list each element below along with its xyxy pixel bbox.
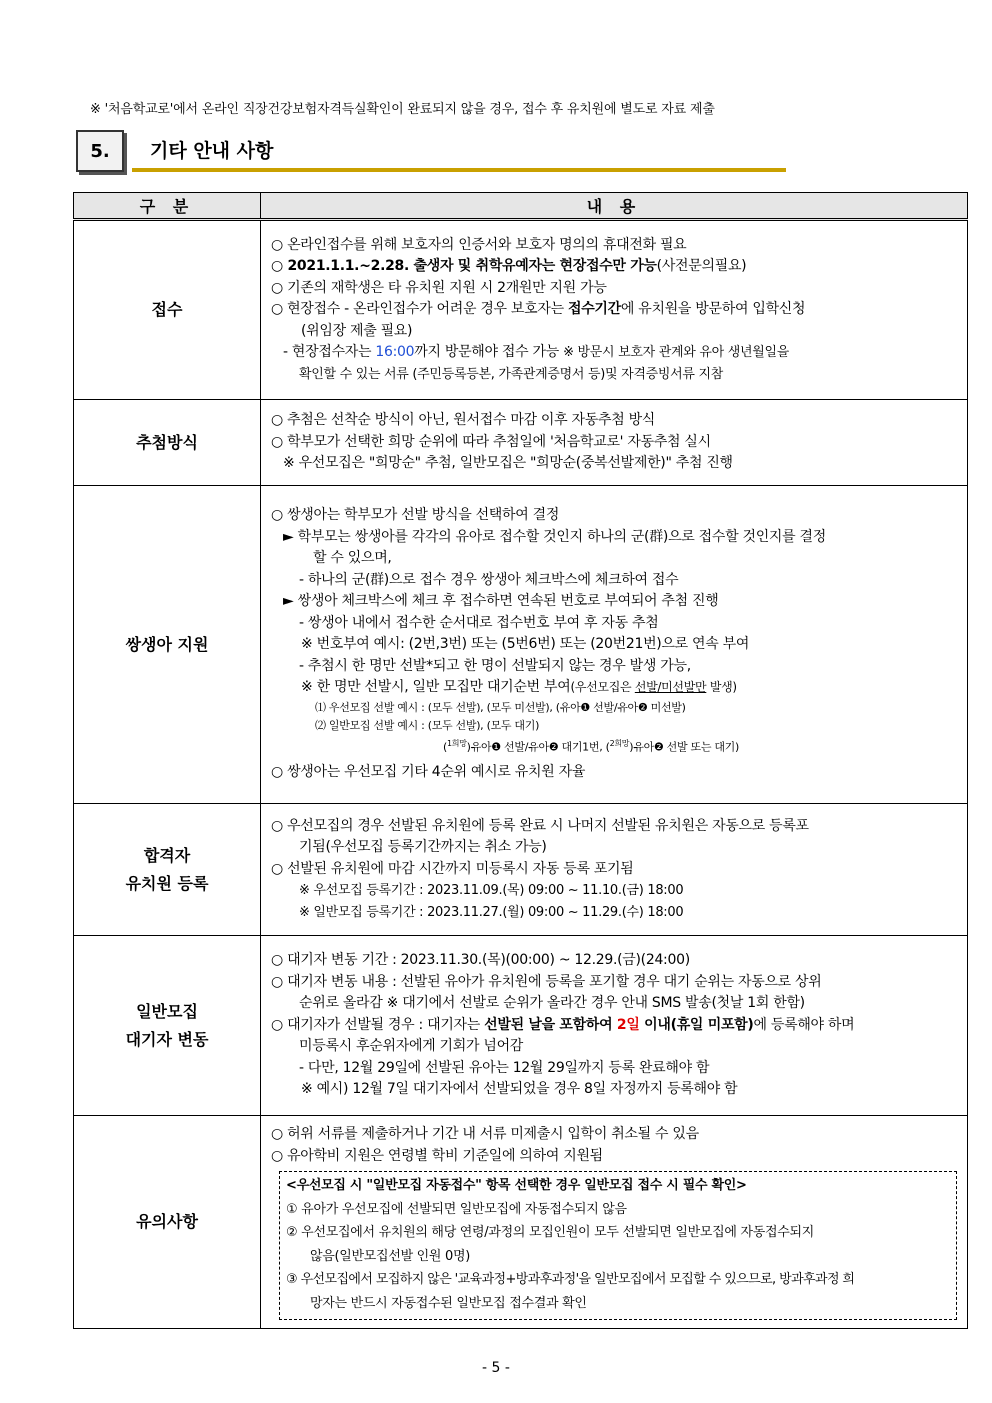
caution-box-item-3: ③ 우선모집에서 모집하지 않은 '교육과정+방과후과정'을 일반모집에서 모집할 수 있으므로, 방과후과정 희	[286, 1272, 855, 1287]
reception-line-6: - 현장접수자는 16:00까지 방문해야 접수 가능 ※ 방문시 보호자 관계와 유아 생년월일을	[283, 344, 789, 361]
reception-line-4: ○ 현장접수 - 온라인접수가 어려운 경우 보호자는 접수기간에 유치원을 방문하여 입학신청	[271, 301, 806, 318]
reception-line-1: ○ 온라인접수를 위해 보호자의 인증서와 보호자 명의의 휴대전화 필요	[271, 236, 687, 253]
category-twins: 쌍생아 지원	[74, 486, 261, 804]
caution-line-2: ○ 유아학비 지원은 연령별 학비 기준일에 의하여 지원됨	[271, 1147, 603, 1164]
twins-line-7: ※ 번호부여 예시: (2번,3번) 또는 (5번6번) 또는 (20번21번)으로 연속 부여	[301, 636, 750, 653]
content-caution	[261, 1116, 968, 1329]
waitlist-line-7: ※ 예시) 12월 7일 대기자에서 선발되었을 경우 8일 자정까지 등록해야 함	[301, 1081, 738, 1098]
reception-line-5: (위임장 제출 필요)	[301, 322, 413, 339]
caution-box-title: <우선모집 시 "일반모집 자동접수" 항목 선택한 경우 일반모집 접수 시 필수 확인>	[286, 1178, 747, 1193]
category-registration: 합격자 유치원 등록	[74, 804, 261, 936]
registration-line-5: ※ 일반모집 등록기간 : 2023.11.27.(월) 09:00 ~ 11.29.(수) 18:00	[299, 904, 684, 920]
registration-line-3: ○ 선발된 유치원에 마감 시간까지 미등록시 자동 등록 포기됨	[271, 860, 634, 877]
twins-line-11: ⑵ 일반모집 선발 예시 : (모두 선발), (모두 대기)	[315, 718, 540, 732]
content-twins	[261, 486, 968, 804]
twins-line-5: ► 쌍생아 체크박스에 체크 후 접수하면 연속된 번호로 부여되어 추첨 진행	[283, 593, 719, 610]
reception-line-7: 확인할 수 있는 서류 (주민등록등본, 가족관계증명서 등)및 자격증빙서류 지참	[299, 366, 724, 382]
category-lottery: 추첨방식	[74, 400, 261, 486]
top-note: ※ '처음학교로'에서 온라인 직장건강보험자격득실확인이 완료되지 않을 경우, 접수 후 유치원에 별도로 자료 제출	[90, 102, 715, 117]
caution-box-item-1: ① 유아가 우선모집에 선발되면 일반모집에 자동접수되지 않음	[286, 1201, 627, 1217]
twins-line-3: 할 수 있으며,	[313, 550, 392, 567]
table-row-caution	[74, 1116, 968, 1329]
caution-box-item-2: ② 우선모집에서 유치원의 해당 연령/과정의 모집인원이 모두 선발되면 일반모집에 자동접수되지	[286, 1225, 814, 1240]
content-waitlist	[261, 936, 968, 1116]
waitlist-line-2: ○ 대기자 변동 내용 : 선발된 유아가 유치원에 등록을 포기할 경우 대기 순위는 자동으로 상위	[271, 973, 822, 990]
content-registration	[261, 804, 968, 936]
caution-box-item-3-cont: 망자는 반드시 자동접수된 일반모집 접수결과 확인	[310, 1295, 587, 1311]
table-row-registration	[74, 804, 968, 936]
twins-line-8: - 추첨시 한 명만 선발*되고 한 명이 선발되지 않는 경우 발생 가능,	[299, 657, 691, 674]
registration-line-2: 기됨(우선모집 등록기간까지는 취소 가능)	[299, 839, 547, 856]
twins-line-13: ○ 쌍생아는 우선모집 기타 4순위 예시로 유치원 자율	[271, 764, 586, 781]
section-underline	[132, 168, 786, 172]
section-header	[76, 130, 786, 174]
registration-line-1: ○ 우선모집의 경우 선발된 유치원에 등록 완료 시 나머지 선발된 유치원은 자동으로 등록포	[271, 817, 809, 834]
caution-line-1: ○ 허위 서류를 제출하거나 기간 내 서류 미제출시 입학이 취소될 수 있음	[271, 1126, 699, 1142]
lottery-line-1: ○ 추첨은 선착순 방식이 아닌, 원서접수 마감 이후 자동추첨 방식	[271, 412, 656, 429]
twins-line-2: ► 학부모는 쌍생아를 각각의 유아로 접수할 것인지 하나의 군(群)으로 접수할 것인지를 결정	[283, 528, 826, 545]
waitlist-line-3: 순위로 올라감 ※ 대기에서 선발로 순위가 올라간 경우 안내 SMS 발송(첫날 1회 한함)	[299, 995, 805, 1012]
table-row-reception	[74, 220, 968, 400]
twins-line-9: ※ 한 명만 선발시, 일반 모집만 대기순번 부여(우선모집은 선발/미선발만 발생)	[301, 679, 737, 696]
content-reception	[261, 220, 968, 400]
caution-notice-box	[279, 1171, 957, 1320]
content-lottery	[261, 400, 968, 486]
header-content: 내 용	[261, 193, 968, 220]
waitlist-line-1: ○ 대기자 변동 기간 : 2023.11.30.(목)(00:00) ~ 12.29.(금)(24:00)	[271, 952, 690, 969]
reception-line-3: ○ 기존의 재학생은 타 유치원 지원 시 2개원만 지원 가능	[271, 279, 607, 296]
page-number: - 5 -	[482, 1360, 510, 1376]
waitlist-line-4: ○ 대기자가 선발될 경우 : 대기자는 선발된 날을 포함하여 2일 이내(휴일 미포함)에 등록해야 하며	[271, 1016, 855, 1033]
section-title: 기타 안내 사항	[150, 140, 274, 162]
twins-line-1: ○ 쌍생아는 학부모가 선발 방식을 선택하여 결정	[271, 507, 560, 524]
category-caution: 유의사항	[74, 1116, 261, 1329]
table-header-row	[74, 193, 968, 220]
twins-line-10: ⑴ 우선모집 선발 예시 : (모두 선발), (모두 미선발), (유아❶ 선발/유아❷ 미선발)	[315, 700, 686, 714]
waitlist-line-6: - 다만, 12월 29일에 선발된 유아는 12월 29일까지 등록 완료해야 함	[299, 1059, 710, 1076]
registration-line-4: ※ 우선모집 등록기간 : 2023.11.09.(목) 09:00 ~ 11.10.(금) 18:00	[299, 883, 684, 899]
lottery-line-2: ○ 학부모가 선택한 희망 순위에 따라 추첨일에 '처음학교로' 자동추첨 실시	[271, 433, 711, 450]
lottery-line-3: ※ 우선모집은 "희망순" 추첨, 일반모집은 "희망순(중복선발제한)" 추첨 진행	[283, 455, 733, 472]
info-table	[73, 192, 968, 1329]
caution-box-item-2-cont: 않음(일반모집선발 인원 0명)	[310, 1248, 471, 1264]
twins-line-12: ($^{1희망}$)유아❶ 선발/유아❷ 대기1번, ($^{2희망}$)유아❷ 선발 또는 대기)	[443, 738, 739, 754]
table-row-twins	[74, 486, 968, 804]
category-waitlist: 일반모집 대기자 변동	[74, 936, 261, 1116]
section-number: 5.	[76, 130, 124, 172]
table-row-lottery	[74, 400, 968, 486]
header-category: 구 분	[74, 193, 261, 220]
reception-line-2: ○ 2021.1.1.~2.28. 출생자 및 취학유예자는 현장접수만 가능(사전문의필요)	[271, 258, 747, 275]
twins-line-6: - 쌍생아 내에서 접수한 순서대로 접수번호 부여 후 자동 추첨	[299, 614, 659, 631]
category-reception: 접수	[74, 220, 261, 400]
table-row-waitlist	[74, 936, 968, 1116]
twins-line-4: - 하나의 군(群)으로 접수 경우 쌍생아 체크박스에 체크하여 접수	[299, 571, 679, 588]
waitlist-line-5: 미등록시 후순위자에게 기회가 넘어감	[299, 1038, 524, 1055]
